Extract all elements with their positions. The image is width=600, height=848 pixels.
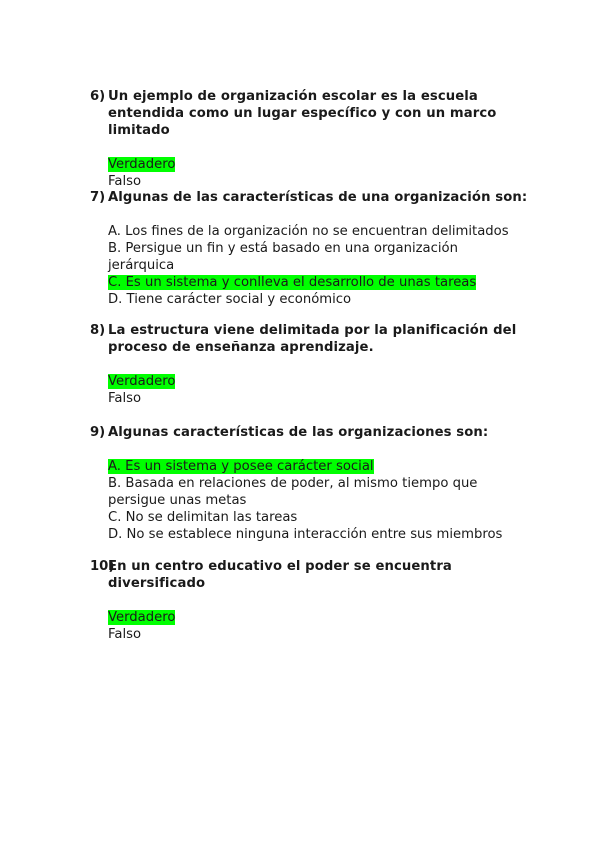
answer-option: Falso bbox=[108, 627, 142, 642]
answer-options bbox=[108, 609, 530, 643]
question-8 bbox=[90, 322, 530, 407]
answer-option: A. Los fines de la organización no se encuentran delimitados bbox=[108, 224, 509, 239]
answer-option: Falso bbox=[108, 174, 142, 189]
question-text: Algunas características de las organizaciones son: bbox=[108, 425, 489, 440]
answer-options bbox=[108, 458, 530, 543]
question-number: 6) bbox=[90, 89, 106, 104]
answer-option-highlighted: Verdadero bbox=[108, 157, 176, 172]
question-text: Algunas de las características de una organización son: bbox=[108, 190, 528, 205]
answer-options bbox=[108, 373, 530, 407]
answer-option: Falso bbox=[108, 391, 142, 406]
answer-option: D. No se establece ninguna interacción entre sus miembros bbox=[108, 527, 503, 542]
question-10 bbox=[90, 558, 530, 643]
question-text: Un ejemplo de organización escolar es la escuela entendida como un lugar específico y con un marco limitado bbox=[108, 89, 497, 138]
question-9 bbox=[90, 424, 530, 543]
question-number: 9) bbox=[90, 425, 106, 440]
question-number: 8) bbox=[90, 323, 106, 338]
answer-option: D. Tiene carácter social y económico bbox=[108, 292, 352, 307]
answer-option-highlighted: A. Es un sistema y posee carácter social bbox=[108, 459, 374, 474]
question-text: La estructura viene delimitada por la planificación del proceso de enseñanza aprendizaje. bbox=[108, 323, 517, 355]
question-number: 10) bbox=[90, 559, 115, 574]
answer-option-highlighted: C. Es un sistema y conlleva el desarrollo de unas tareas bbox=[108, 275, 477, 290]
answer-options bbox=[108, 156, 530, 190]
question-7 bbox=[90, 189, 530, 308]
answer-option-highlighted: Verdadero bbox=[108, 610, 176, 625]
answer-options bbox=[108, 223, 530, 308]
answer-option-highlighted: Verdadero bbox=[108, 374, 176, 389]
answer-option: B. Persigue un fin y está basado en una organización jerárquica bbox=[108, 241, 458, 273]
question-text: En un centro educativo el poder se encuentra diversificado bbox=[108, 559, 452, 591]
question-6 bbox=[90, 88, 530, 190]
answer-option: C. No se delimitan las tareas bbox=[108, 510, 298, 525]
answer-option: B. Basada en relaciones de poder, al mismo tiempo que persigue unas metas bbox=[108, 476, 478, 508]
question-number: 7) bbox=[90, 190, 106, 205]
